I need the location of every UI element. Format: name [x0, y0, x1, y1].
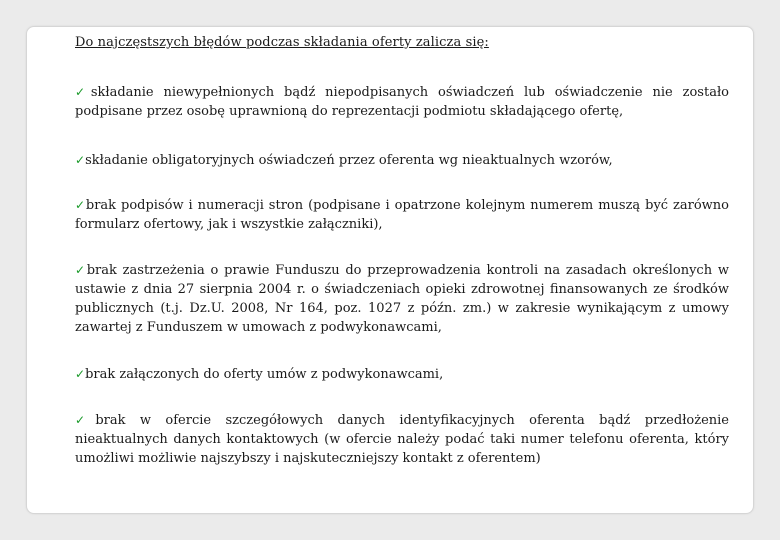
list-item — [75, 365, 729, 384]
list-item-text: brak zastrzeżenia o prawie Funduszu do przeprowadzenia kontroli na zasadach określonych w ustawie z dnia 27 sierpnia 2004 r. o świadczeniach opieki zdrowotnej finansowanych ze środków publicznych (t.j. Dz.U. 2008, Nr 164, poz. 1027 z późn. zm.) w zakresie wynikającym z umowy zawartej z Funduszem w umowach z podwykonawcami, — [75, 263, 729, 335]
check-icon: ✓ — [75, 198, 86, 212]
check-icon: ✓ — [75, 153, 86, 167]
list-item-text: składanie obligatoryjnych oświadczeń przez oferenta wg nieaktualnych wzorów, — [85, 153, 613, 168]
list-item — [75, 261, 729, 337]
list-item-text: brak w ofercie szczegółowych danych identyfikacyjnych oferenta bądź przedłożenie nieaktualnych danych kontaktowych (w ofercie należy podać taki numer telefonu oferenta, który umożliwi możliwie najszybszy i najskuteczniejszy kontakt z oferentem) — [75, 413, 730, 466]
slide-content — [75, 33, 730, 466]
list-item — [75, 196, 729, 234]
slide-card — [26, 26, 754, 514]
list-item — [75, 411, 729, 468]
slide-heading: Do najczęstszych błędów podczas składania oferty zalicza się: — [75, 35, 489, 50]
list-item — [75, 151, 729, 170]
check-icon: ✓ — [75, 413, 96, 427]
check-icon: ✓ — [75, 263, 87, 277]
check-icon: ✓ — [75, 85, 91, 99]
list-item — [75, 83, 729, 121]
list-item-text: składanie niewypełnionych bądź niepodpisanych oświadczeń lub oświadczenie nie zostało podpisane przez osobę uprawnioną do reprezentacji podmiotu składającego ofertę, — [75, 85, 729, 119]
list-item-text: brak podpisów i numeracji stron (podpisane i opatrzone kolejnym numerem muszą być zarówno formularz ofertowy, jak i wszystkie załączniki), — [75, 198, 729, 232]
list-item-text: brak załączonych do oferty umów z podwykonawcami, — [85, 367, 444, 382]
check-icon: ✓ — [75, 367, 86, 381]
